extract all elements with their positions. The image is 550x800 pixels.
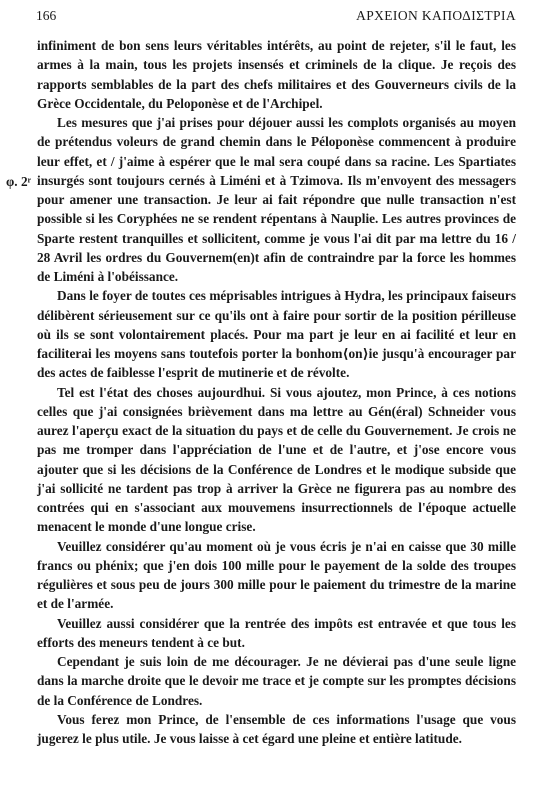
paragraph: Vous ferez mon Prince, de l'ensemble de ces informations l'usage que vous jugerez le plus utile. Je vous laisse à cet égard une pleine et entière latitude. bbox=[37, 711, 516, 746]
paragraph: Dans le foyer de toutes ces méprisables intrigues à Hydra, les principaux faiseurs délibèrent sérieusement sur ce qu'ils ont à faire pour sortir de la position périlleuse où ils se sont volontairement placés. Pour ma part je leur en ai facilité et leur en faciliterai les moyens sans toutefois porter la bonhom⟨on⟩ie jusqu'à encourager par des actes de faiblesse l'esprit de mutinerie et de révolte. bbox=[37, 288, 516, 381]
paragraph: Tel est l'état des choses aujourdhui. Si vous ajoutez, mon Prince, à ces notions celles que j'ai consignées brièvement dans ma lettre au Gén(éral) Schneider vous aurez l'aperçu exact de la situation du pays et de celle du Gouvernement. Je crois ne pas me tromper dans l'appréciation de l'une et de l'autre, et j'ose encore vous ajouter que si les décisions de la Conférence de Londres et le modique subside que j'ai sollicité ne tardent pas trop à arriver la Grèce ne figurera pas au nombre des contrées qui en s'associant aux mouvemens insurrectionnels de l'époque actuelle menacent le monde d'une longue crise. bbox=[37, 384, 516, 535]
paragraph: infiniment de bon sens leurs véritables intérêts, au point de rejeter, s'il le faut, les armes à la main, tous les projets insensés et criminels de la clique. Je reçois des rapports semblables de la part des chefs militaires et des Gouverneurs civils de la Grèce Occidentale, du Peloponèse et de l'Archipel. bbox=[37, 38, 516, 111]
paragraph: Les mesures que j'ai prises pour déjouer aussi les complots organisés au moyen de prétendus voleurs de grand chemin dans le Péloponèse commencent à produire leur effet, et / j'aime à espérer que le mal sera coupé dans sa racine. Les Spartiates insurgés sont toujours cernés à Liméni et à Tzimova. Ils m'envoyent des messagers pour amener une transaction. Je leur ai fait répondre que nulle transaction n'est possible si les Coryphées ne se rendent répentans à Nauplie. Les autres provinces de Sparte restent tranquilles et sollicitent, comme je vous l'ai dit par ma lettre du 16 / 28 Avril les ordres du Gouvernem(en)t afin de contraindre par la force les hommes de Liméni à l'obéissance. bbox=[37, 115, 516, 284]
running-head: ΑΡΧΕΙΟΝ ΚΑΠΟΔΙΣΤΡΙΑ bbox=[356, 8, 516, 23]
paragraph: Cependant je suis loin de me décourager. Je ne dévierai pas d'une seule ligne dans la marche droite que le devoir me trace et je compte sur les promptes décisions de la Conférence de Londres. bbox=[37, 654, 516, 708]
paragraph: Veuillez considérer qu'au moment où je vous écris je n'ai en caisse que 30 mille francs ou phénix; que j'en dois 100 mille pour le payement de la solde des troupes régulières et sous peu de jours 300 mille pour le paiement du trimestre de la marine et de l'armée. bbox=[37, 538, 516, 612]
folio-margin-note: φ. 2ʳ bbox=[6, 174, 31, 189]
body-text bbox=[37, 36, 516, 748]
page-number: 166 bbox=[36, 8, 57, 23]
paragraph: Veuillez aussi considérer que la rentrée des impôts est entravée et que tous les efforts des meneurs tendent à ce but. bbox=[37, 615, 516, 650]
page-header bbox=[36, 8, 516, 28]
